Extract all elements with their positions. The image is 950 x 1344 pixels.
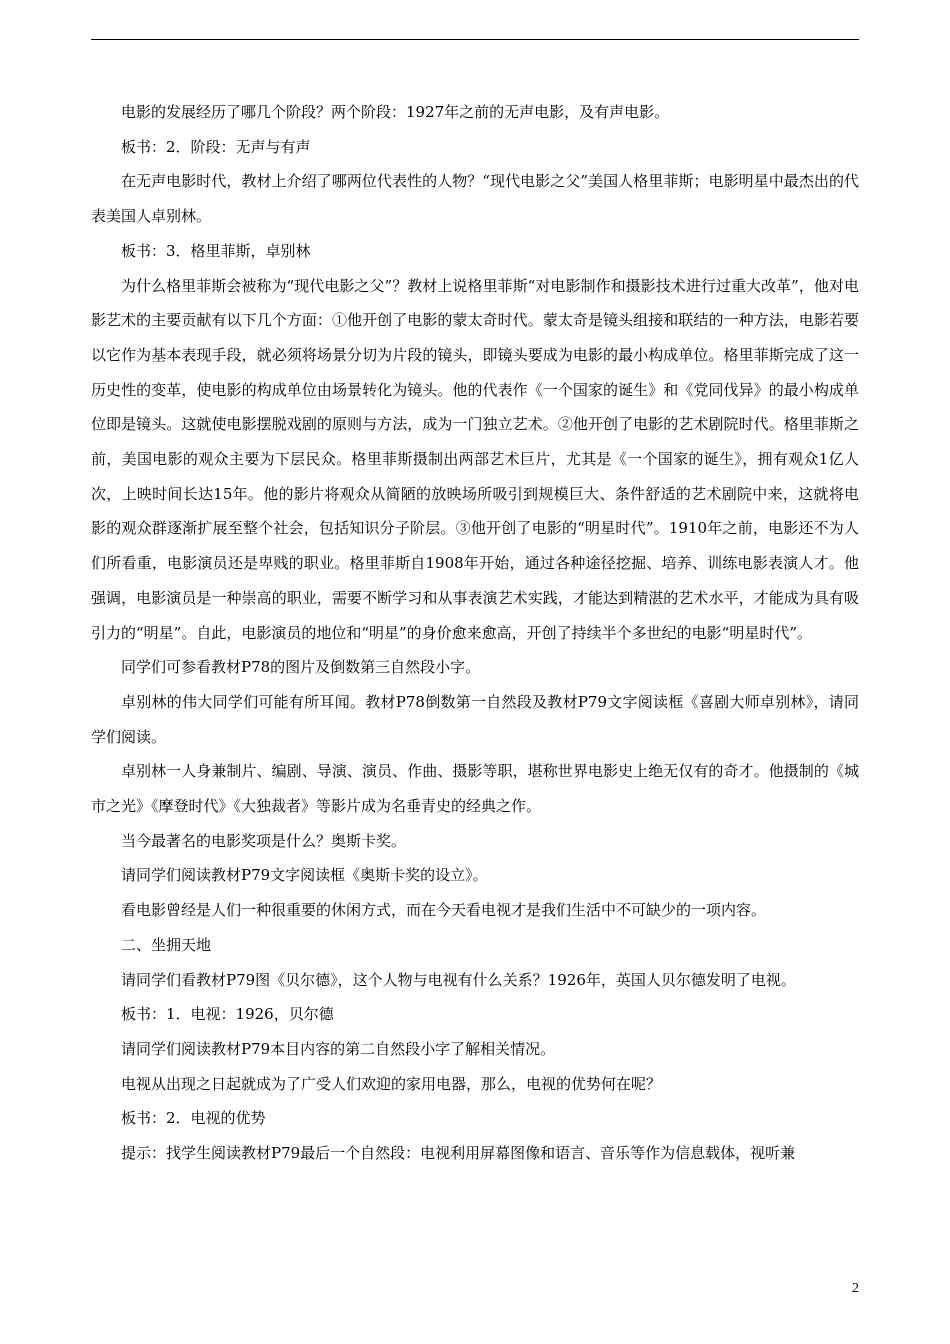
paragraph: 板书：1．电视：1926，贝尔德 bbox=[121, 1005, 334, 1024]
section-heading: 二、坐拥天地 bbox=[121, 935, 212, 954]
document-body bbox=[91, 95, 859, 1171]
paragraph: 请同学们阅读教材P79本目内容的第二自然段小字了解相关情况。 bbox=[121, 1039, 556, 1058]
paragraph: 电视从出现之日起就成为了广受人们欢迎的家用电器，那么，电视的优势何在呢？ bbox=[121, 1074, 662, 1093]
paragraph: 同学们可参看教材P78的图片及倒数第三自然段小字。 bbox=[121, 658, 481, 677]
header-rule bbox=[91, 39, 859, 40]
paragraph: 电影的发展经历了哪几个阶段？两个阶段：1927年之前的无声电影，及有声电影。 bbox=[121, 103, 670, 121]
paragraph: 当今最著名的电影奖项是什么？奥斯卡奖。 bbox=[121, 831, 407, 850]
paragraph: 请同学们看教材P79图《贝尔德》，这个人物与电视有什么关系？1926年，英国人贝尔德发明了电视。 bbox=[121, 970, 796, 989]
paragraph: 卓别林一人身兼制片、编剧、导演、演员、作曲、摄影等职，堪称世界电影史上绝无仅有的奇才。他摄制的《城市之光》《摩登时代》《大独裁者》等影片成为名垂青史的经典之作。 bbox=[91, 762, 859, 816]
paragraph: 在无声电影时代，教材上介绍了哪两位代表性的人物？“现代电影之父”美国人格里菲斯；电影明星中最杰出的代表美国人卓别林。 bbox=[91, 172, 859, 226]
page-number: 2 bbox=[852, 1281, 859, 1296]
paragraph: 看电影曾经是人们一种很重要的休闲方式，而在今天看电视才是我们生活中不可缺少的一项内容。 bbox=[121, 901, 767, 920]
paragraph: 请同学们阅读教材P79文字阅读框《奥斯卡奖的设立》。 bbox=[121, 866, 488, 885]
paragraph: 为什么格里菲斯会被称为“现代电影之父”？教材上说格里菲斯“对电影制作和摄影技术进行过重大改革”，他对电影艺术的主要贡献有以下几个方面：①他开创了电影的蒙太奇时代。蒙太奇是镜头组接和联结的一种方法，电影若要以它作为基本表现手段，就必须将场景分切为片段的镜头，即镜头要成为电影的最小构成单位。格里菲斯完成了这一历史性的变革，使电影的构成单位由场景转化为镜头。他的代表作《一个国家的诞生》和《党同伐异》的最小构成单位即是镜头。这就使电影摆脱戏剧的原则与方法，成为一门独立艺术。②他开创了电影的艺术剧院时代。格里菲斯之前，美国电影的观众主要为下层民众。格里菲斯摄制出两部艺术巨片，尤其是《一个国家的诞生》，拥有观众1亿人次，上映时间长达15年。他的影片将观众从简陋的放映场所吸引到规模巨大、条件舒适的艺术剧院中来，这就将电影的观众群逐渐扩展至整个社会，包括知识分子阶层。③他开创了电影的“明星时代”。1910年之前，电影还不为人们所看重，电影演员还是卑贱的职业。格里菲斯自1908年开始，通过各种途径挖掘、培养、训练电影表演人才。他强调，电影演员是一种崇高的职业，需要不断学习和从事表演艺术实践，才能达到精湛的艺术水平，才能成为具有吸引力的“明星”。自此，电影演员的地位和“明星”的身价愈来愈高，开创了持续半个多世纪的电影“明星时代”。 bbox=[91, 276, 859, 642]
paragraph: 提示：找学生阅读教材P79最后一个自然段：电视利用屏幕图像和语言、音乐等作为信息载体，视听兼 bbox=[121, 1144, 796, 1163]
paragraph: 板书：2．电视的优势 bbox=[121, 1109, 266, 1128]
paragraph: 卓别林的伟大同学们可能有所耳闻。教材P78倒数第一自然段及教材P79文字阅读框《喜剧大师卓别林》，请同学们阅读。 bbox=[91, 692, 859, 746]
paragraph: 板书：3．格里菲斯，卓别林 bbox=[121, 241, 311, 260]
paragraph: 板书：2．阶段：无声与有声 bbox=[121, 137, 311, 156]
